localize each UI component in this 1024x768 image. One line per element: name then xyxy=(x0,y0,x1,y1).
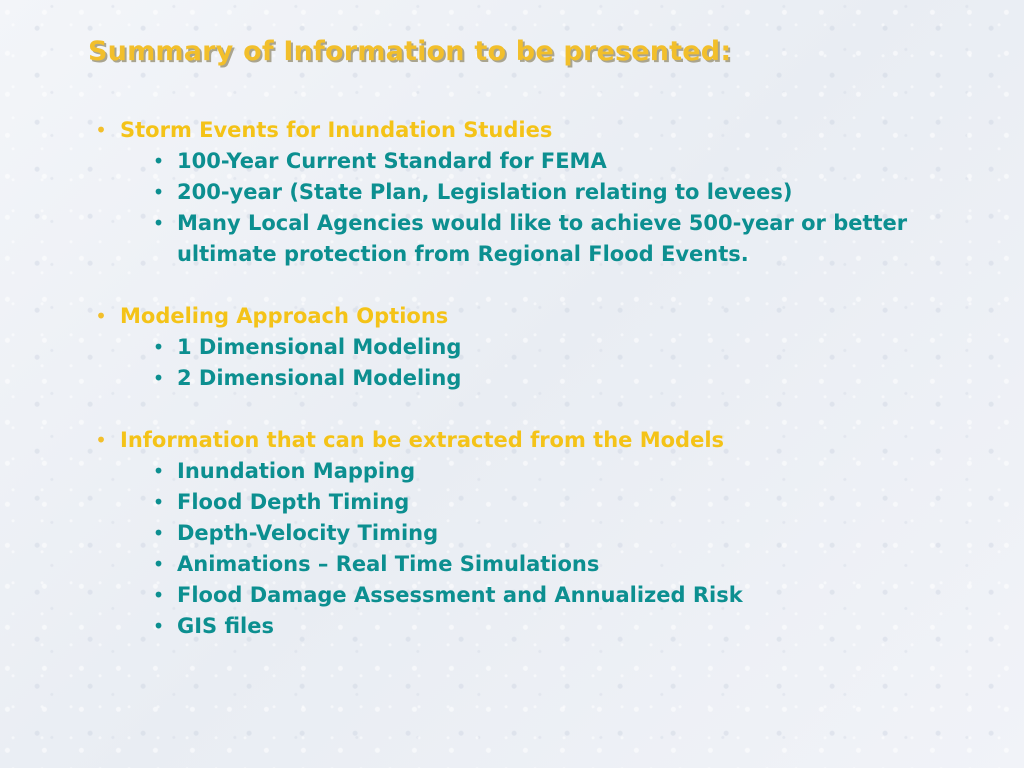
section-modeling-approach xyxy=(86,301,986,394)
list-item xyxy=(140,456,986,487)
bullet-icon: • xyxy=(95,118,107,142)
list-item xyxy=(140,487,986,518)
list-item xyxy=(140,363,986,394)
bullet-icon: • xyxy=(152,583,165,607)
bullet-icon: • xyxy=(95,304,107,328)
bullet-icon: • xyxy=(152,490,165,514)
bullet-icon: • xyxy=(152,180,165,204)
section-heading-text: Information that can be extracted from the Models xyxy=(120,428,725,452)
section-heading xyxy=(86,301,986,332)
bullet-icon: • xyxy=(152,335,165,359)
list-item-text: Flood Depth Timing xyxy=(177,490,410,514)
list-item-text: Depth-Velocity Timing xyxy=(177,521,439,545)
list-item xyxy=(140,208,986,270)
section-heading xyxy=(86,425,986,456)
list-item-text: Inundation Mapping xyxy=(177,459,416,483)
section-model-information xyxy=(86,425,986,642)
list-item xyxy=(140,146,986,177)
list-item xyxy=(140,332,986,363)
list-item-text: Flood Damage Assessment and Annualized Risk xyxy=(177,583,743,607)
bullet-icon: • xyxy=(152,211,165,235)
section-heading xyxy=(86,115,986,146)
list-item-text: 100-Year Current Standard for FEMA xyxy=(177,149,607,173)
bullet-icon: • xyxy=(152,149,165,173)
bullet-icon: • xyxy=(152,614,165,638)
list-item-text: GIS files xyxy=(177,614,274,638)
bullet-icon: • xyxy=(152,521,165,545)
bullet-icon: • xyxy=(152,459,165,483)
slide-title: Summary of Information to be presented: xyxy=(88,36,732,67)
list-item-text: 2 Dimensional Modeling xyxy=(177,366,462,390)
bullet-icon: • xyxy=(152,552,165,576)
list-item-text: 1 Dimensional Modeling xyxy=(177,335,462,359)
section-heading-text: Modeling Approach Options xyxy=(120,304,449,328)
section-storm-events xyxy=(86,115,986,270)
bullet-icon: • xyxy=(95,428,107,452)
list-item xyxy=(140,611,986,642)
bullet-icon: • xyxy=(152,366,165,390)
slide-content xyxy=(86,115,986,673)
list-item xyxy=(140,549,986,580)
list-item xyxy=(140,177,986,208)
list-item-text: Animations – Real Time Simulations xyxy=(177,552,600,576)
list-item xyxy=(140,580,986,611)
list-item xyxy=(140,518,986,549)
list-item-text: Many Local Agencies would like to achieve 500-year or better ultimate protection from Regional Flood Events. xyxy=(176,211,908,266)
list-item-text: 200-year (State Plan, Legislation relating to levees) xyxy=(177,180,793,204)
section-heading-text: Storm Events for Inundation Studies xyxy=(120,118,553,142)
